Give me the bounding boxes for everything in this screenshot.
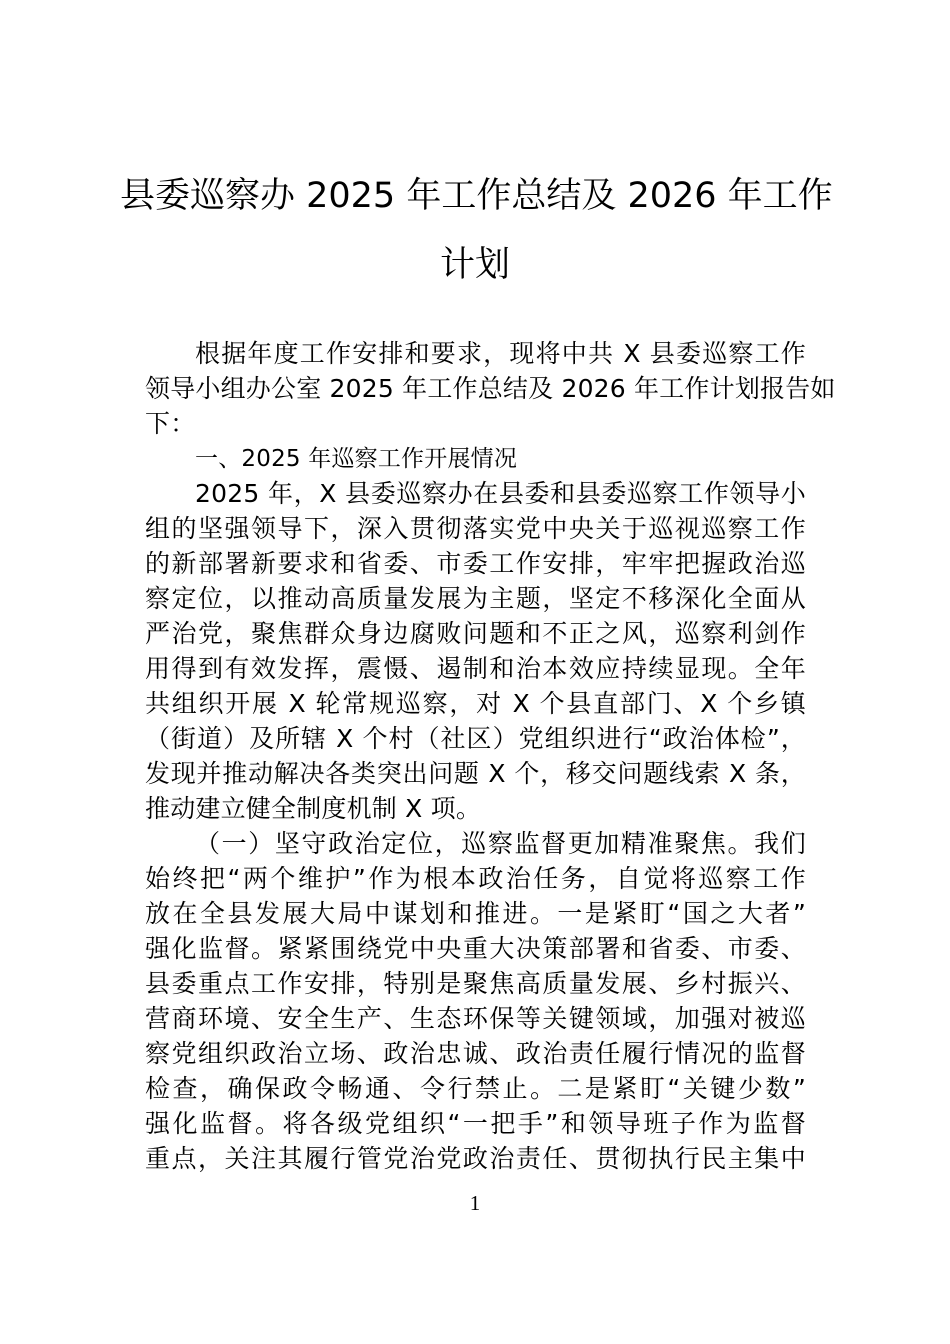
body-line: 推动建立健全制度机制 X 项。 (145, 794, 482, 823)
body-line: 察定位，以推动高质量发展为主题，坚定不移深化全面从 (145, 584, 806, 613)
body-line: 的新部署新要求和省委、市委工作安排，牢牢把握政治巡 (145, 549, 806, 578)
document-title-line-1: 县委巡察办 2025 年工作总结及 2026 年工作 (120, 176, 833, 216)
body-line: 营商环境、安全生产、生态环保等关键领域，加强对被巡 (145, 1004, 806, 1033)
body-line: 用得到有效发挥，震慑、遏制和治本效应持续显现。全年 (145, 654, 806, 683)
page-number: 1 (469, 1191, 481, 1215)
subsection-heading: （一）坚守政治定位，巡察监督更加精准聚焦。我们 (195, 829, 806, 858)
body-line: 下： (145, 409, 196, 438)
body-line: 检查，确保政令畅通、令行禁止。二是紧盯“关键少数” (145, 1074, 806, 1103)
section-heading: 一、2025 年巡察工作开展情况 (195, 446, 518, 472)
body-line: 组的坚强领导下，深入贯彻落实党中央关于巡视巡察工作 (145, 514, 806, 543)
body-line: 强化监督。将各级党组织“一把手”和领导班子作为监督 (145, 1109, 806, 1138)
body-line: 发现并推动解决各类突出问题 X 个，移交问题线索 X 条， (145, 759, 806, 788)
body-line: 重点，关注其履行管党治党政治责任、贯彻执行民主集中 (145, 1144, 806, 1173)
body-line: 察党组织政治立场、政治忠诚、政治责任履行情况的监督 (145, 1039, 806, 1068)
body-line: 2025 年，X 县委巡察办在县委和县委巡察工作领导小 (195, 479, 806, 508)
body-line: 严治党，聚焦群众身边腐败问题和不正之风，巡察利剑作 (145, 619, 806, 648)
body-line: （街道）及所辖 X 个村（社区）党组织进行“政治体检”， (145, 724, 806, 753)
body-line: 放在全县发展大局中谋划和推进。一是紧盯“国之大者” (145, 899, 806, 928)
body-line: 县委重点工作安排，特别是聚焦高质量发展、乡村振兴、 (145, 969, 806, 998)
body-line: 始终把“两个维护”作为根本政治任务，自觉将巡察工作 (145, 864, 806, 893)
body-line: 强化监督。紧紧围绕党中央重大决策部署和省委、市委、 (145, 934, 806, 963)
body-line: 共组织开展 X 轮常规巡察，对 X 个县直部门、X 个乡镇 (145, 689, 806, 718)
document-title-line-2: 计划 (439, 245, 510, 285)
body-line: 领导小组办公室 2025 年工作总结及 2026 年工作计划报告如 (145, 374, 836, 403)
body-line: 根据年度工作安排和要求，现将中共 X 县委巡察工作 (195, 339, 806, 368)
